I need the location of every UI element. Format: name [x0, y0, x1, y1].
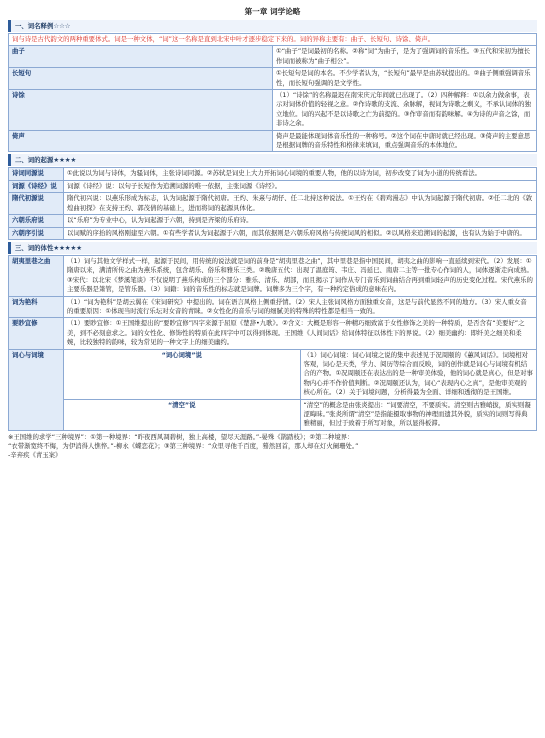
sub-value: （1）词心词境：词心词境之说的集中表述见于况周颐的《蕙风词话》。词境相对客观，词心是天类，学力、阅历等综合而反映，词的创作就是词心与词境有机结合的产物。①况周颐还在表达出的是一种审美体验，他的词心就是真心，但是对事物内心并不作价值判断。②况周颐还认为，词心“表现内心之真”，是他审美观的核心所在。（2）关于词境问题，分析得最为全面、详细和透彻的是王国维。 [300, 349, 537, 399]
row-key: 曲子 [9, 46, 273, 68]
origin-table [8, 167, 537, 239]
row-value: 倚声是最能体现词体音乐性的一种称号。②这个词在中唐时就已经出现。③倚声的主要意思是根据词牌的音乐特性和格律来填词，重点强调音乐的本体地位。 [273, 130, 537, 152]
row-key: 词为艳科 [9, 296, 64, 318]
row-value: （1）“诗馀”的名称最迟在南宋庆元年间就已出现了。（2）四种解释：①以余力做余事，表示对词体价值的轻视之意。②作诗歌的支流、余脉解，视词为诗歌之剩义，不承认词体的独立地位。词的兴起不是以诗歌之亡为前提的。③作审音而有韵味解。④为诗的声音之馀，而非诗之余。 [273, 90, 537, 131]
row-key: 长短句 [9, 68, 273, 90]
intro-cell: 词与诗是古代韵文的两种重要体式。词是一种文体，“词”这一名称是直到北宋中叶才逐步稳定下来的。词的异称主要有：曲子、长短句、诗馀、倚声。 [9, 34, 537, 46]
sub-key: “词心词境”说 [64, 349, 301, 399]
page-title: 第一章 词学论略 [244, 7, 301, 16]
note-line: ※王国维的求学“三种境界”：①第一种境界：“昨夜西风凋碧树，独上高楼，望尽天涯路。”-晏殊《鹊踏枝》；②第二种境界： [8, 432, 354, 441]
section-heading-word-names: 一、词名释例☆☆☆ [8, 20, 537, 32]
row-key: 六朝乐府说 [9, 215, 64, 227]
row-key: 六朝序引说 [9, 227, 64, 239]
sub-value: “清空”的概念是由张炎提出：“词要清空，不要质实。清空则古雅峭拔，质实则凝涩晦昧。”张炎所谓“清空”是指能摄取事物的神理而遗其外貌，质实的词则写得典雅精丽，但过于致着于所写对象，所以显得板滞。 [300, 399, 537, 430]
row-value: 以词赋的序抬的风格刚建至六朝。①有些学者认为词起源于六朝，而其依据则是六朝乐府风格与传统词风的相似。②以风格来追溯词的起源，也有认为始于中唐的。 [64, 227, 537, 239]
row-key: 词源《诗经》说 [9, 180, 64, 192]
row-value: （1）“词为艳科”是胡云翼在《宋词研究》中提出的。词在语言风格上侧重抒情。（2）宋人主张词风格方面独重女音，这是与前代显然不同的地方。（3）宋人重女音的重要原因：①体现当时流行乐坛对女音的青睐。②女性化的音乐与词的细腻美的特殊的特性都是相当一致的。 [64, 296, 537, 318]
row-value: ①长短句是词的本名。不少学者认为，“长短句”最早是由苏轼提出的。②曲子侧重强调音乐性，而长短句强调的是文学性。 [273, 68, 537, 90]
section-heading-nature: 三、词的体性★★★★★ [8, 242, 537, 254]
row-key: 隋代初源说 [9, 193, 64, 215]
note-line: “衣带渐宽终不悔，为伊消得人憔悴。”-柳永《蝶恋花》；③第三种境界：“众里寻他千百度，蓦然回首，那人却在灯火阑珊处。” [8, 442, 359, 451]
row-key: 倚声 [9, 130, 273, 152]
row-key: 词心与词境 [9, 349, 64, 430]
sub-key: “清空”说 [64, 399, 301, 430]
row-key: 诗馀 [9, 90, 273, 131]
row-value: 以“乐府”为专业中心，认为词起源于六朝，持到是齐梁的乐府诗。 [64, 215, 537, 227]
row-value: ①“曲子”是词最初的名称。②称“词”为曲子，是为了强调词的音乐性。③五代和宋初为擅长作词而被称为“曲子相公”。 [273, 46, 537, 68]
row-value: （1）要眇宜修：①王国维提出的“要眇宜修”四字来源于屈原《楚辞•九歌》。②含义：大概是形容一种精巧细致富于女性修饰之美的一种特质，是否含有“美要好”之美，到不必刻意求之。词的女性化、修饰性的特质在此四字中可以得到体现。王国维《人间词话》给词体特征以体性下的界说。（2）细美幽约：即纤美之细美和柔婉，比较独特的韵味，较为常见的一种文字上的细美幽约。 [64, 318, 537, 349]
section-heading-origin: 二、词的起源★★★★ [8, 154, 537, 166]
row-key: 胡夷里巷之曲 [9, 255, 64, 296]
row-value: （1）词与其他文学样式一样，起源于民间，用传统的说法就是词的前身是“胡夷里巷之曲”，其中里巷是指中国民间，胡夷之曲的影响一直延续到宋代。（2）发展：①隋唐以来，满清所传之曲为燕乐系统，包含胡乐、俗乐和雅乐三类。②晚唐五代：出现了温庭筠、韦庄、冯延巳、南唐二主等一批专心作词的人，词体逐渐走向成熟。③宋代：以北宋《梦溪笔谈》不仅说明了燕乐构成的三个部分：雅乐、清乐、胡部，而且揭示了词作从专门音乐到词曲结合再到重词轻声的历史变化过程。宋代燕乐的主要乐器是箫管，是管乐器。（3）词籍：词的音乐性的标志就是词牌。词牌多为三个字，有一种约定俗成的意味在内。 [64, 255, 537, 296]
row-value: ①此说以为词与诗体，为骚词体，主张诗词同源。②苏轼是词史上大力开拓词心词境的重要人物，他的以诗为词，初步改变了词为小道的传统看法。 [64, 168, 537, 180]
row-value: 隋代初兴说：以燕乐形成为标志，认为词起源于隋代初唐。王灼、朱熹与胡仔、任二北持这种说法。①王灼在《碧鸡漫志》中认为词起源于隋代初唐。②任二北的《敦煌曲初探》在支持王灼、郭茂倩的基础上，进而将词的起源具体化。 [64, 193, 537, 215]
notes-block [8, 433, 537, 461]
row-key: 要眇宜修 [9, 318, 64, 349]
note-line: -辛弃疾《青玉案》 [8, 451, 62, 460]
nature-table [8, 255, 537, 431]
word-names-table [8, 33, 537, 152]
row-key: 诗词同源说 [9, 168, 64, 180]
row-value: 词源《诗经》说：以句子长短作为追溯词源的唯一依据，主张词源《诗经》。 [64, 180, 537, 192]
